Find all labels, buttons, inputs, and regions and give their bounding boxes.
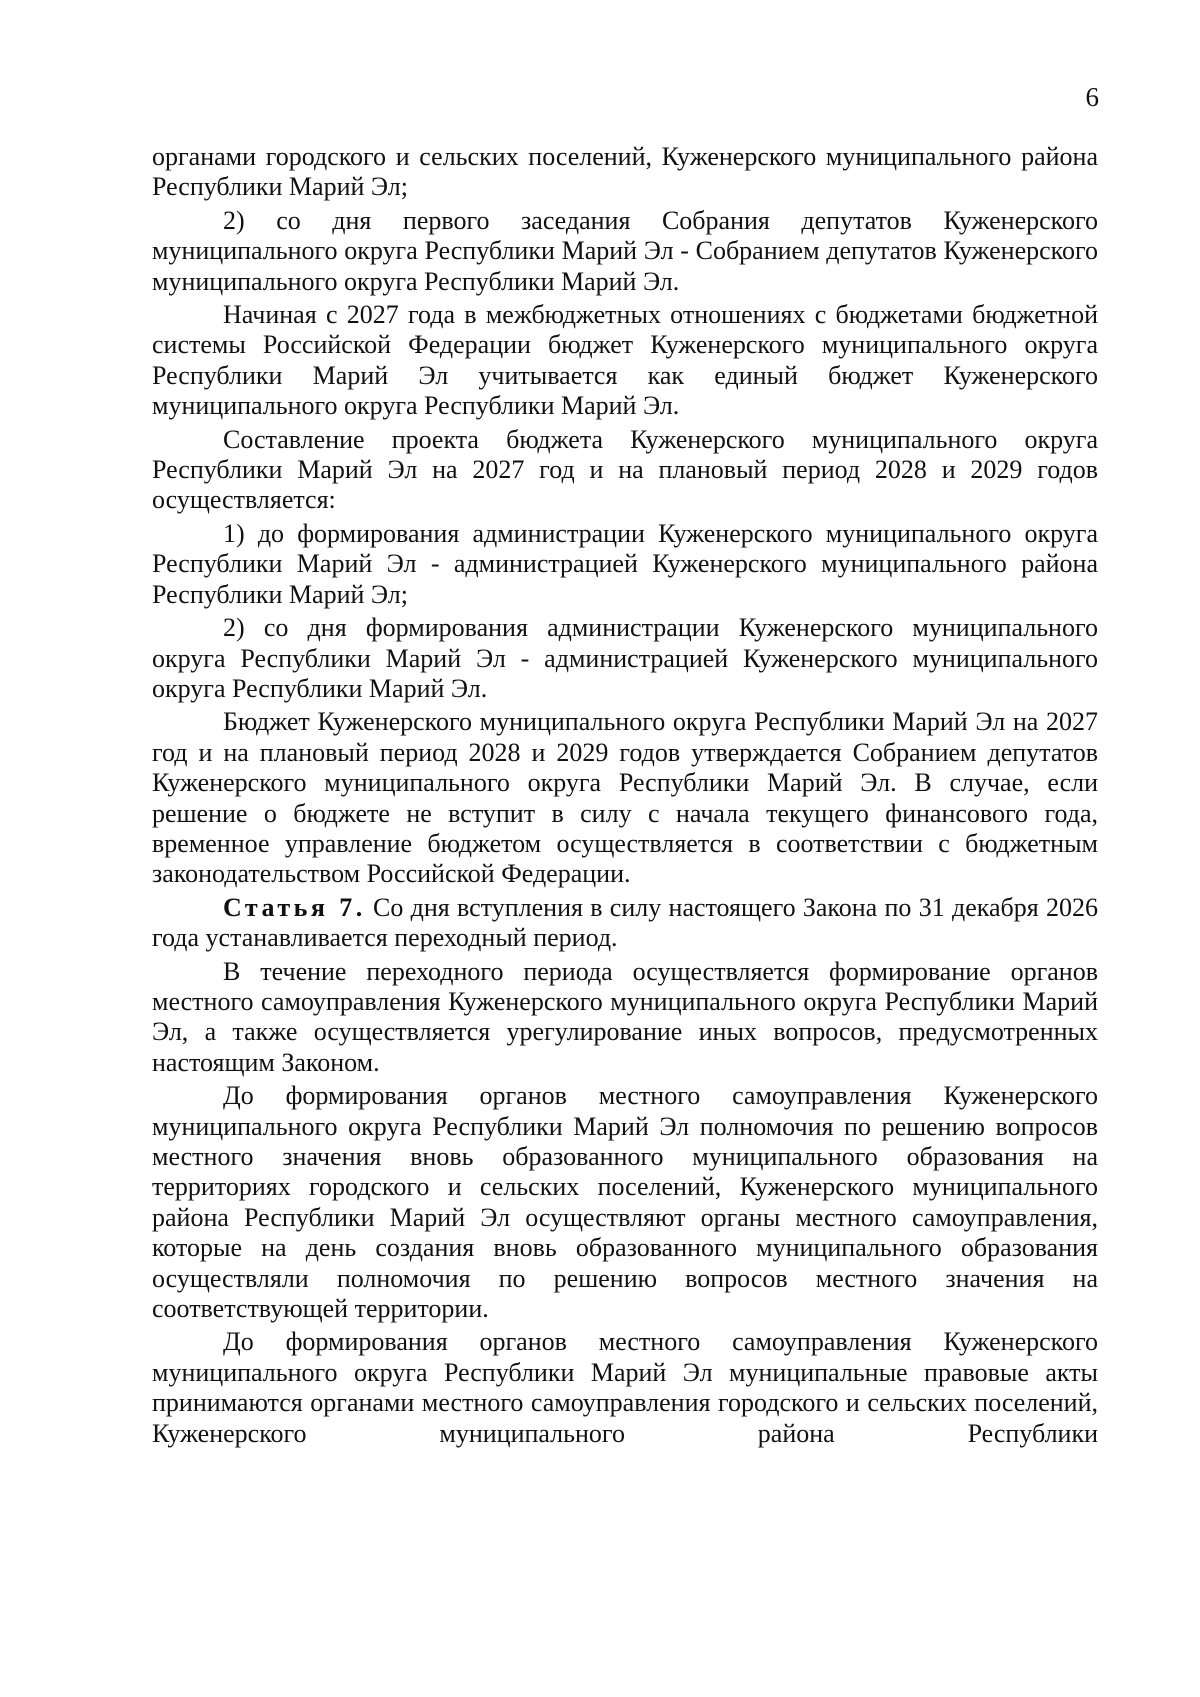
paragraph-transition: В течение переходного периода осуществляется формирование органов местного самоуправления Куженерского муниципального округа Республики Марий Эл, а также осуществляется урегулирование иных вопросов, предусмотренных настоящим Законом. (152, 956, 1098, 1077)
list-item-2: 2) со дня первого заседания Собрания депутатов Куженерского муниципального округа Республики Марий Эл - Собранием депутатов Куженерского муниципального округа Республики Марий Эл. (152, 205, 1098, 296)
paragraph-continuation: органами городского и сельских поселений, Куженерского муниципального района Республики Марий Эл; (152, 142, 1098, 202)
paragraph-budget-draft: Составление проекта бюджета Куженерского муниципального округа Республики Марий Эл на 2027 год и на плановый период 2028 и 2029 годов осуществляется: (152, 424, 1098, 515)
paragraph-budget-approval: Бюджет Куженерского муниципального округа Республики Марий Эл на 2027 год и на плановый период 2028 и 2029 годов утверждается Собранием депутатов Куженерского муниципального округа Республики Марий Эл. В случае, если решение о бюджете не вступит в силу с начала текущего финансового года, временное управление бюджетом осуществляется в соответствии с бюджетным законодательством Российской Федерации. (152, 707, 1098, 889)
paragraph-authority: До формирования органов местного самоуправления Куженерского муниципального округа Республики Марий Эл полномочия по решению вопросов местного значения вновь образованного муниципального образования на территориях городского и сельских поселений, Куженерского муниципального района Республики Марий Эл осуществляют органы местного самоуправления, которые на день создания вновь образованного муниципального образования осуществляли полномочия по решению вопросов местного значения на соответствующей территории. (152, 1081, 1098, 1324)
paragraph-legal-acts: До формирования органов местного самоуправления Куженерского муниципального округа Республики Марий Эл муниципальные правовые акты принимаются органами местного самоуправления городского и сельских поселений, Куженерского муниципального района Республики (152, 1327, 1098, 1448)
article-7 (152, 893, 1098, 954)
document-body (152, 142, 1098, 1452)
list-item-2b: 2) со дня формирования администрации Куженерского муниципального округа Республики Марий Эл - администрацией Куженерского муниципального округа Республики Марий Эл. (152, 613, 1098, 703)
list-item-1: 1) до формирования администрации Куженерского муниципального округа Республики Марий Эл - администрацией Куженерского муниципального района Республики Марий Эл; (152, 518, 1098, 609)
page-number: 6 (1085, 82, 1099, 112)
article-label: Статья 7. (223, 892, 366, 922)
article-text: Со дня вступления в силу настоящего Закона по 31 декабря 2026 года устанавливается переходный период. (152, 892, 1099, 953)
paragraph-budget-2027: Начиная с 2027 года в межбюджетных отношениях с бюджетами бюджетной системы Российской Федерации бюджет Куженерского муниципального округа Республики Марий Эл учитывается как единый бюджет Куженерского муниципального округа Республики Марий Эл. (152, 300, 1098, 421)
